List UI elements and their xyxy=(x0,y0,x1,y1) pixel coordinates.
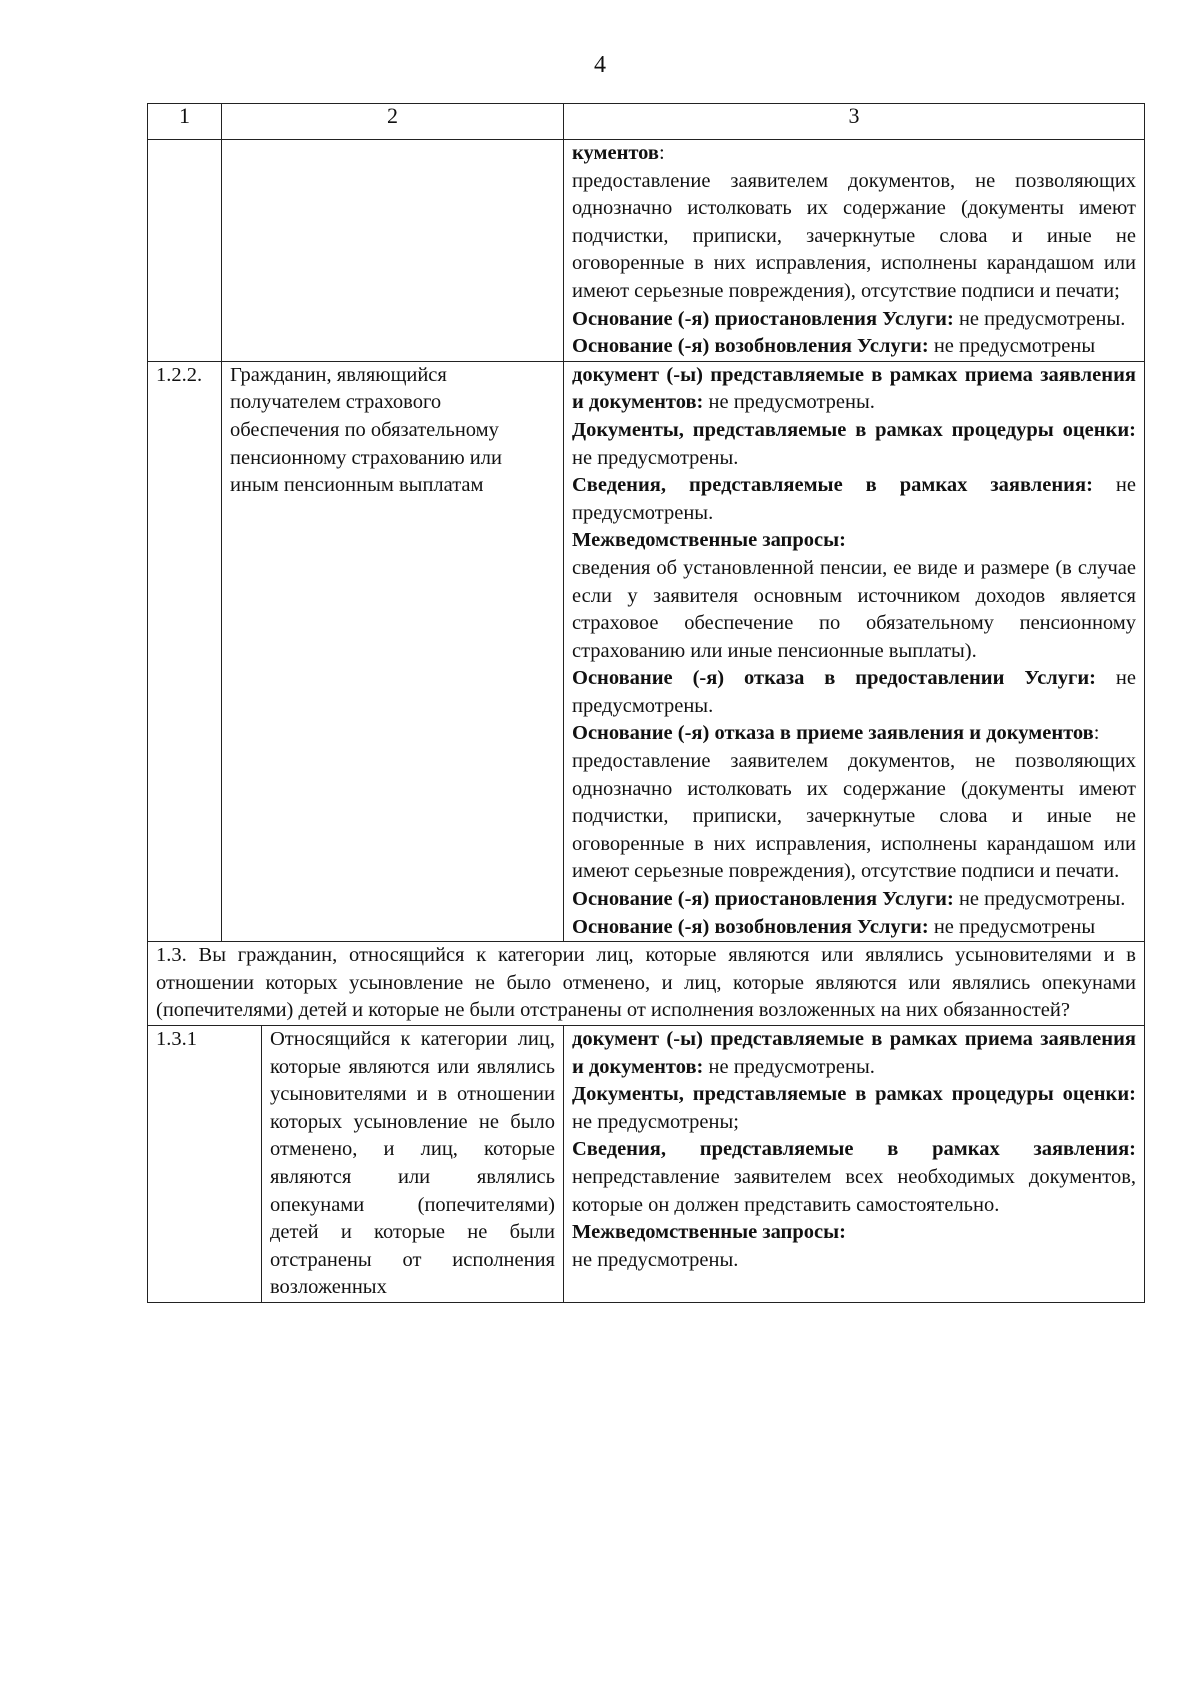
page-number: 4 xyxy=(594,52,606,78)
row-category: Относящийся к категории лиц, которые являются или являлись усыновителями и в отношении которых усыновление не было отменено, и лиц, которые являются или являлись опекунами (попечителями) детей и которые не были отстранены от исполнения возложенных xyxy=(262,1026,564,1303)
section-question: 1.3. Вы гражданин, относящийся к категории лиц, которые являются или являлись усыновителями и в отношении которых усыновление не было отменено, и лиц, которые являются или являлись опекунами (попечителями) детей и которые не были отстранены от исполнения возложенных на них обязанностей? xyxy=(148,942,1145,1026)
cell-requirements: документ (-ы) представляемые в рамках приема заявления и документов: не предусмотрены. Документы, представляемые в рамках процедуры оценки: не предусмотрены. Сведения, представляемые в рамках заявления: не предусмотрены. Межведомственные запросы: сведения об установленной пенсии, ее виде и размере (в случае если у заявителя основным источником доходов является страховое обеспечение по обязательному пенсионному страхованию или иные пенсионные выплаты). Основание (-я) отказа в предоставлении Услуги: не предусмотрены. Основание (-я) отказа в приеме заявления и документов: предоставление заявителем документов, не позволяющих однозначно истолковать их содержание (документы имеют подчистки, приписки, зачеркнутые слова и иные не оговоренные в них исправления, исполнены карандашом или имеют серьезные повреждения), отсутствие подписи и печати. Основание (-я) приостановления Услуги: не предусмотрены. Основание (-я) возобновления Услуги: не предусмотрены xyxy=(564,361,1145,941)
cell-requirements: документ (-ы) представляемые в рамках приема заявления и документов: не предусмотрены. Документы, представляемые в рамках процедуры оценки: не предусмотрены; Сведения, представляемые в рамках заявления: непредставление заявителем всех необходимых документов, которые он должен представить самостоятельно. Межведомственные запросы: не предусмотрены. xyxy=(564,1026,1145,1303)
resumption-label: Основание (-я) возобновления Услуги: xyxy=(572,335,929,358)
suspension-label: Основание (-я) приостановления Услуги: xyxy=(572,307,954,330)
cell-empty-name xyxy=(222,140,564,362)
row-category: Гражданин, являющийся получателем страхового обеспечения по обязательному пенсионному страхованию или иным пенсионным выплатам xyxy=(222,361,564,941)
table-row-continuation xyxy=(148,140,1145,362)
table-row-1-3-1 xyxy=(148,1026,1145,1303)
services-table xyxy=(147,103,1145,1303)
refusal-reason-text: предоставление заявителем документов, не позволяющих однозначно истолковать их содержание (документы имеют подчистки, приписки, зачеркнутые слова и иные не оговоренные в них исправления, исполнены карандашом или имеют серьезные повреждения), отсутствие подписи и печати; xyxy=(572,169,1136,302)
header-col-3: 3 xyxy=(564,104,1145,140)
header-col-2: 2 xyxy=(222,104,564,140)
section-row-1-3 xyxy=(148,942,1145,1026)
cell-requirements: кументов: предоставление заявителем документов, не позволяющих однозначно истолковать их содержание (документы имеют подчистки, приписки, зачеркнутые слова и иные не оговоренные в них исправления, исполнены карандашом или имеют серьезные повреждения), отсутствие подписи и печати; Основание (-я) приостановления Услуги: не предусмотрены. Основание (-я) возобновления Услуги: не предусмотрены xyxy=(564,140,1145,362)
docs-word-tail: кументов xyxy=(572,142,659,164)
cell-empty-num xyxy=(148,140,222,362)
table-row-1-2-2 xyxy=(148,361,1145,941)
header-col-1: 1 xyxy=(148,104,222,140)
row-number: 1.2.2. xyxy=(148,361,222,941)
row-number: 1.3.1 xyxy=(148,1026,262,1303)
table-header-row xyxy=(148,104,1145,140)
